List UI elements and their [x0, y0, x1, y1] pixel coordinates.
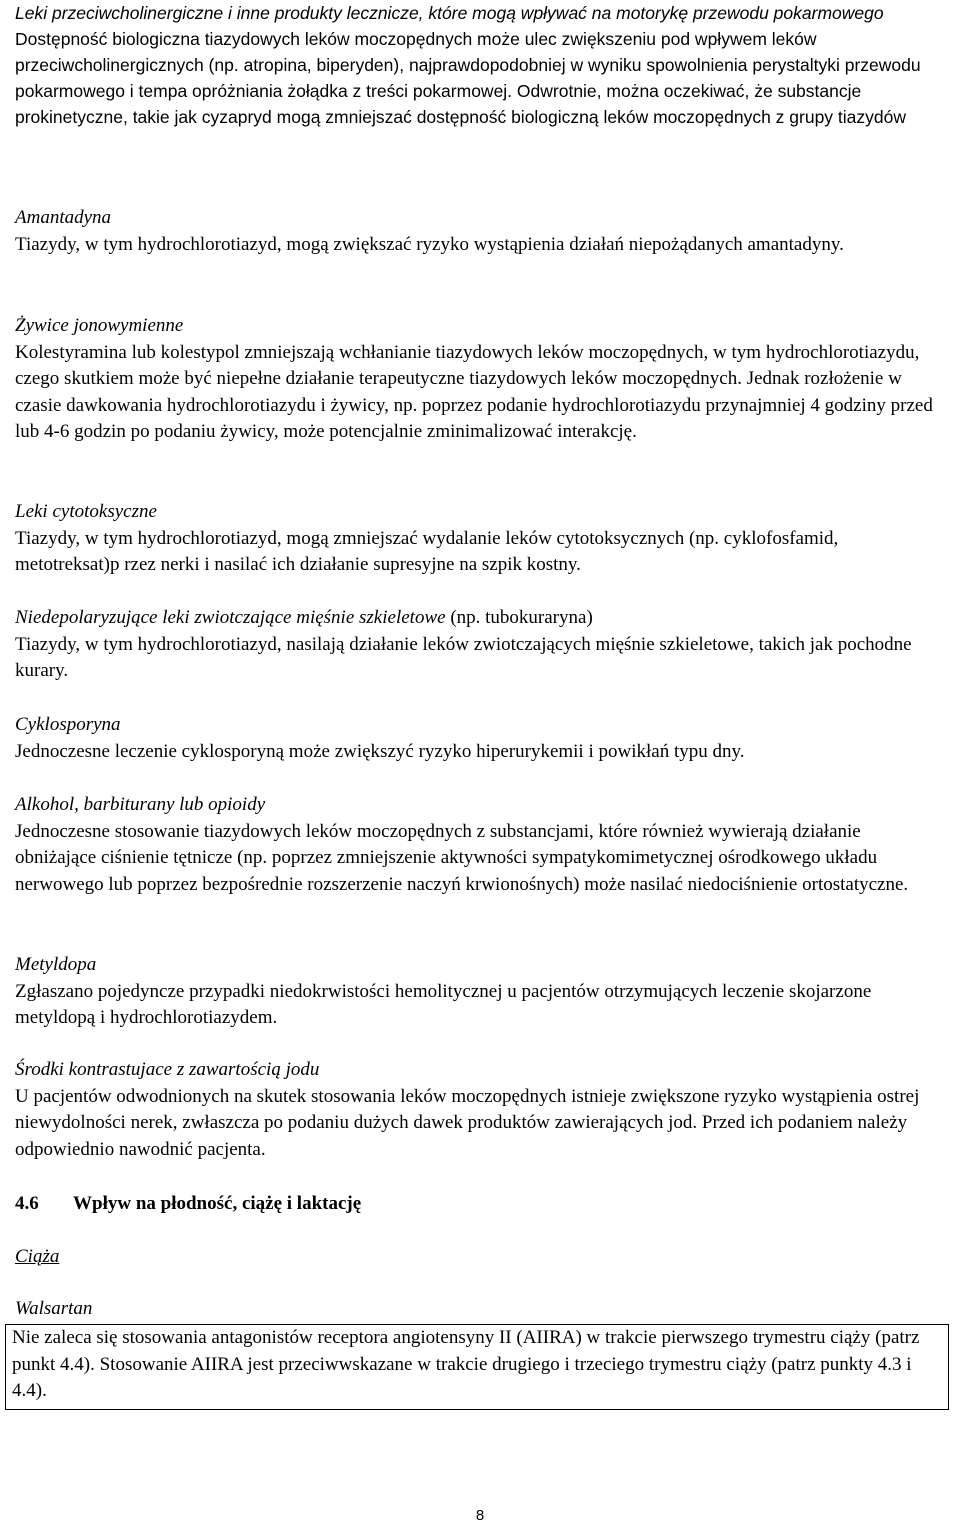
anticholinergic-section	[15, 0, 945, 130]
section-title-amantadyna: Amantadyna	[15, 207, 112, 228]
metyldopa-section	[15, 952, 945, 1032]
section-text-amantadyna: Tiazydy, w tym hydrochlorotiazyd, mogą zwiększać ryzyko wystąpienia działań niepożądanych amantadyny.	[15, 233, 844, 255]
walsartan-block	[15, 1296, 945, 1323]
subheading-ciaza: Ciąża	[15, 1246, 60, 1267]
walsartan-boxed-warning	[5, 1324, 949, 1410]
section-title-anticholinergic: Leki przeciwcholinergiczne i inne produkty lecznicze, które mogą wpływać na motorykę przewodu pokarmowego	[15, 3, 884, 23]
section-title-cytotoksyczne: Leki cytotoksyczne	[15, 501, 157, 522]
section-text-niedepolaryzujace: Tiazydy, w tym hydrochlorotiazyd, nasilają działanie leków zwiotczających mięśnie szkieletowe, takich jak pochodne kurary.	[15, 633, 912, 681]
section-title-suffix-niedepolaryzujace: (np. tubokuraryna)	[445, 607, 593, 628]
section-title: Wpływ na płodność, ciążę i laktację	[73, 1193, 362, 1214]
cyklosporyna-section	[15, 712, 945, 765]
section-number: 4.6	[15, 1193, 39, 1214]
section-text-anticholinergic: Dostępność biologiczna tiazydowych leków moczopędnych może ulec zwiększeniu pod wpływem leków przeciwcholinergicznych (np. atropina, biperyden), najprawdopodobniej w wyniku spowolnienia perystaltyki przewodu pokarmowego i tempa opróżniania żołądka z treści pokarmowej. Odwrotnie, można oczekiwać, że substancje prokinetyczne, takie jak cyzapryd mogą zmniejszać dostępność biologiczną leków moczopędnych z grupy tiazydów	[15, 29, 921, 127]
section-title-metyldopa: Metyldopa	[15, 954, 97, 975]
section-title-niedepolaryzujace: Niedepolaryzujące leki zwiotczające mięśnie szkieletowe	[15, 607, 446, 628]
section-text-alkohol: Jednoczesne stosowanie tiazydowych leków moczopędnych z substancjami, które również wywierają działanie obniżające ciśnienie tętnicze (np. poprzez zmniejszenie aktywności sympatykomimetycznej ośrodkowego układu nerwowego lub poprzez bezpośrednie rozszerzenie naczyń krwionośnych) może nasilać niedociśnienie ortostatyczne.	[15, 820, 909, 895]
section-text-metyldopa: Zgłaszano pojedyncze przypadki niedokrwistości hemolitycznej u pacjentów otrzymujących leczenie skojarzone metyldopą i hydrochlorotiazydem.	[15, 980, 872, 1028]
ciaza-subheading-block	[15, 1244, 945, 1271]
section-title-cyklosporyna: Cyklosporyna	[15, 714, 121, 735]
section-text-cyklosporyna: Jednoczesne leczenie cyklosporyną może zwiększyć ryzyko hiperurykemii i powikłań typu dny.	[15, 740, 745, 762]
amantadyna-section	[15, 205, 945, 258]
cytotoksyczne-section	[15, 499, 945, 579]
section-title-kontrast: Środki kontrastujace z zawartością jodu	[15, 1059, 320, 1080]
section-text-zywice: Kolestyramina lub kolestypol zmniejszają wchłanianie tiazydowych leków moczopędnych, w tym hydrochlorotiazydu, czego skutkiem może być niepełne działanie terapeutyczne tiazydowych leków moczopędnych. Jednak rozłożenie w czasie dawkowania hydrochlorotiazydu i żywicy, np. poprzez podanie hydrochlorotiazydu przynajmniej 4 godziny przed lub 4-6 godzin po podaniu żywicy, może potencjalnie zminimalizować interakcję.	[15, 341, 933, 442]
drug-name-walsartan: Walsartan	[15, 1298, 93, 1319]
section-text-kontrast: U pacjentów odwodnionych na skutek stosowania leków moczopędnych istnieje zwiększone ryzyko wystąpienia ostrej niewydolności nerek, zwłaszcza po podaniu dużych dawek produktów zawierających jod. Przed ich podaniem należy odpowiednio nawodnić pacjenta.	[15, 1085, 920, 1160]
section-text-cytotoksyczne: Tiazydy, w tym hydrochlorotiazyd, mogą zmniejszać wydalanie leków cytotoksycznych (np. cyklofosfamid, metotreksat)p rzez nerki i nasilać ich działanie supresyjne na szpik kostny.	[15, 527, 839, 575]
zywice-section	[15, 313, 945, 446]
section-4-6-heading	[15, 1191, 945, 1217]
alkohol-section	[15, 792, 945, 898]
section-title-alkohol: Alkohol, barbiturany lub opioidy	[15, 794, 266, 815]
niedepolaryzujace-section	[15, 605, 945, 685]
section-title-zywice: Żywice jonowymienne	[15, 315, 184, 336]
section-title-line-niedepolaryzujace	[15, 605, 945, 632]
kontrast-section	[15, 1057, 945, 1163]
page-number: 8	[475, 1507, 485, 1524]
boxed-warning-text: Nie zaleca się stosowania antagonistów receptora angiotensyny II (AIIRA) w trakcie pierwszego trymestru ciąży (patrz punkt 4.4). Stosowanie AIIRA jest przeciwwskazane w trakcie drugiego i trzeciego trymestru ciąży (patrz punkty 4.3 i 4.4).	[12, 1327, 920, 1401]
